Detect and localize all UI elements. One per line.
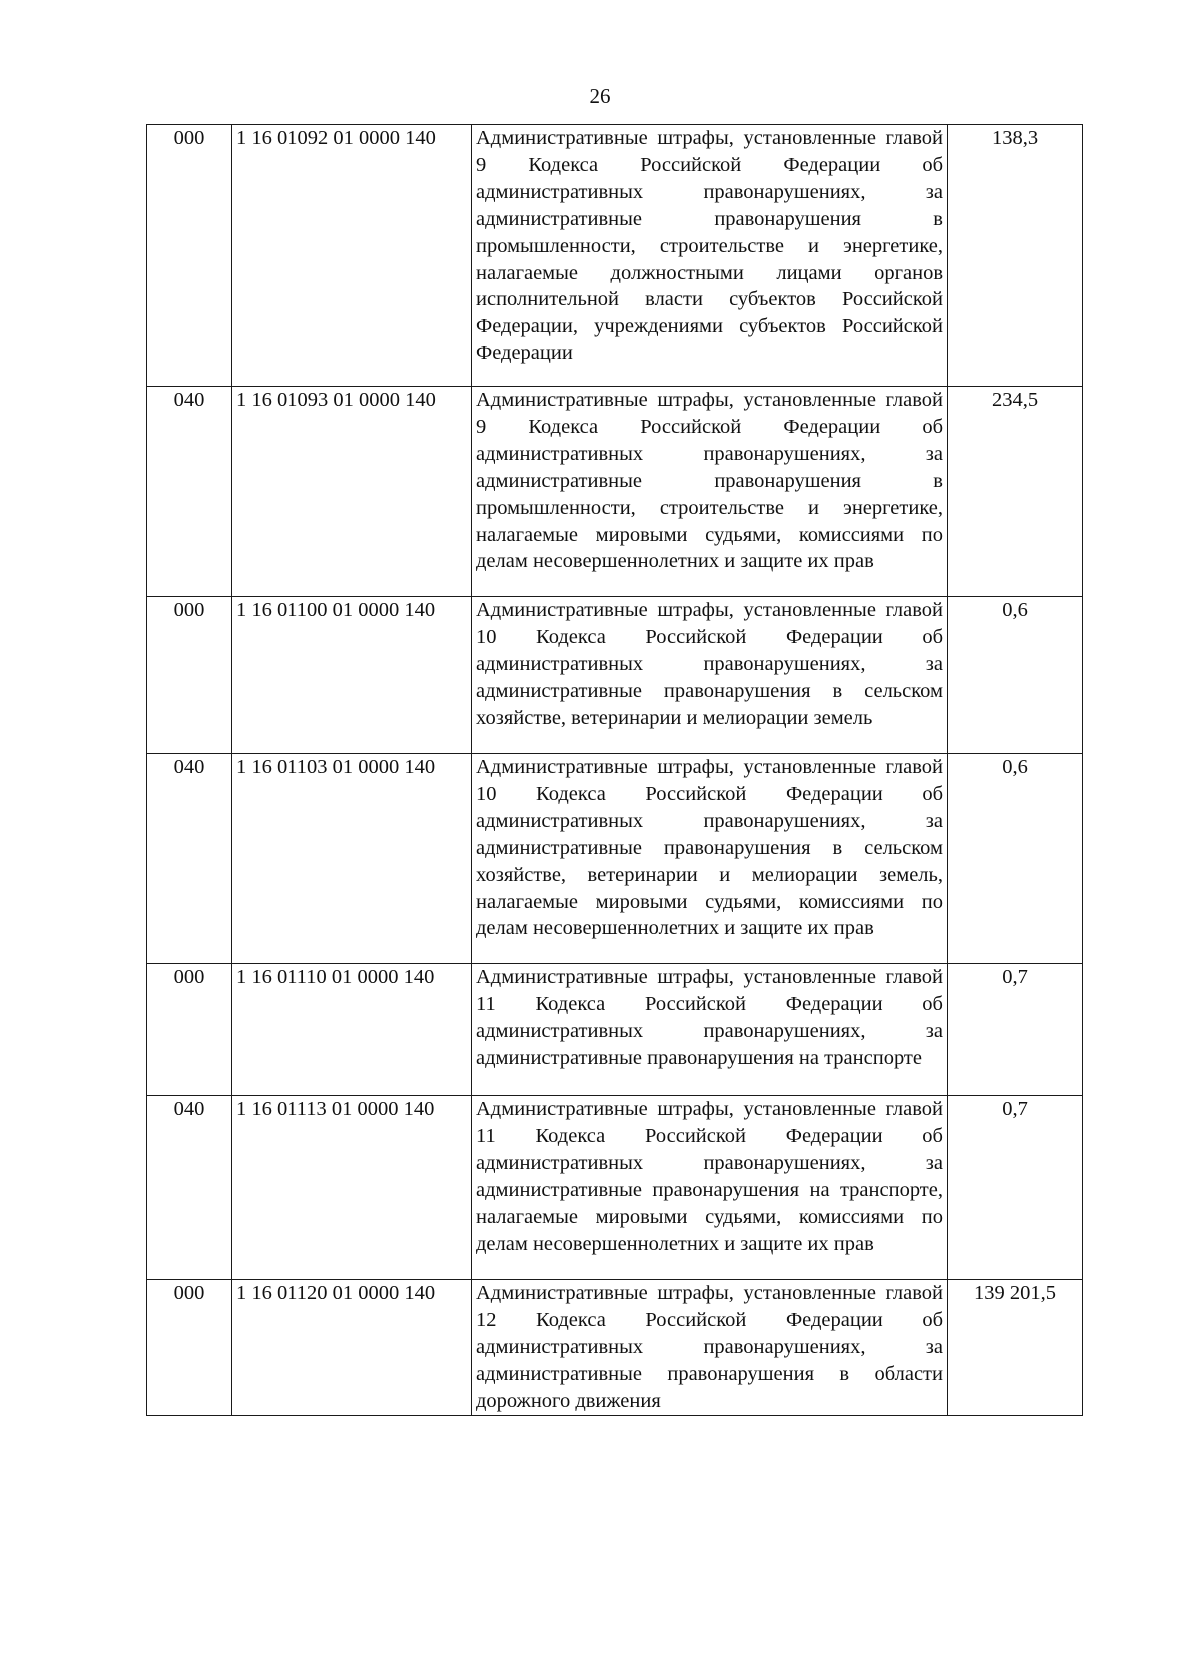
revenue-description-cell: Административные штрафы, установленные главой 9 Кодекса Российской Федерации об административных правонарушениях, за административные правонарушения в промышленности, строительстве и энергетике, налагаемые должностными лицами органов исполнительной власти субъектов Российской Федерации, учреждениями субъектов Российской Федерации — [472, 125, 948, 387]
amount-cell: 0,6 — [948, 597, 1083, 754]
table-row — [147, 754, 1083, 964]
budget-classification-code-cell: 1 16 01103 01 0000 140 — [232, 754, 472, 964]
revenue-description-cell: Административные штрафы, установленные главой 11 Кодекса Российской Федерации об административных правонарушениях, за административные правонарушения на транспорте — [472, 964, 948, 1096]
budget-revenue-table — [146, 124, 1083, 1416]
amount-cell: 0,6 — [948, 754, 1083, 964]
administrator-code-cell: 000 — [147, 125, 232, 387]
budget-classification-code-cell: 1 16 01120 01 0000 140 — [232, 1280, 472, 1416]
administrator-code-cell: 000 — [147, 597, 232, 754]
budget-classification-code-cell: 1 16 01110 01 0000 140 — [232, 964, 472, 1096]
revenue-description-cell: Административные штрафы, установленные главой 10 Кодекса Российской Федерации об административных правонарушениях, за административные правонарушения в сельском хозяйстве, ветеринарии и мелиорации земель, налагаемые мировыми судьями, комиссиями по делам несовершеннолетних и защите их прав — [472, 754, 948, 964]
table-row — [147, 1280, 1083, 1416]
table-row — [147, 597, 1083, 754]
revenue-description-cell: Административные штрафы, установленные главой 9 Кодекса Российской Федерации об административных правонарушениях, за административные правонарушения в промышленности, строительстве и энергетике, налагаемые мировыми судьями, комиссиями по делам несовершеннолетних и защите их прав — [472, 387, 948, 597]
table-row — [147, 964, 1083, 1096]
budget-classification-code-cell: 1 16 01092 01 0000 140 — [232, 125, 472, 387]
budget-classification-code-cell: 1 16 01100 01 0000 140 — [232, 597, 472, 754]
budget-classification-code-cell: 1 16 01093 01 0000 140 — [232, 387, 472, 597]
administrator-code-cell: 000 — [147, 1280, 232, 1416]
revenue-description-cell: Административные штрафы, установленные главой 11 Кодекса Российской Федерации об административных правонарушениях, за административные правонарушения на транспорте, налагаемые мировыми судьями, комиссиями по делам несовершеннолетних и защите их прав — [472, 1096, 948, 1280]
revenue-description-cell: Административные штрафы, установленные главой 12 Кодекса Российской Федерации об административных правонарушениях, за административные правонарушения в области дорожного движения — [472, 1280, 948, 1416]
administrator-code-cell: 040 — [147, 387, 232, 597]
administrator-code-cell: 000 — [147, 964, 232, 1096]
administrator-code-cell: 040 — [147, 754, 232, 964]
administrator-code-cell: 040 — [147, 1096, 232, 1280]
table-row — [147, 125, 1083, 387]
amount-cell: 139 201,5 — [948, 1280, 1083, 1416]
amount-cell: 0,7 — [948, 964, 1083, 1096]
page-number: 26 — [589, 84, 611, 108]
table-row — [147, 1096, 1083, 1280]
budget-classification-code-cell: 1 16 01113 01 0000 140 — [232, 1096, 472, 1280]
amount-cell: 234,5 — [948, 387, 1083, 597]
table-row — [147, 387, 1083, 597]
revenue-description-cell: Административные штрафы, установленные главой 10 Кодекса Российской Федерации об административных правонарушениях, за административные правонарушения в сельском хозяйстве, ветеринарии и мелиорации земель — [472, 597, 948, 754]
amount-cell: 138,3 — [948, 125, 1083, 387]
amount-cell: 0,7 — [948, 1096, 1083, 1280]
